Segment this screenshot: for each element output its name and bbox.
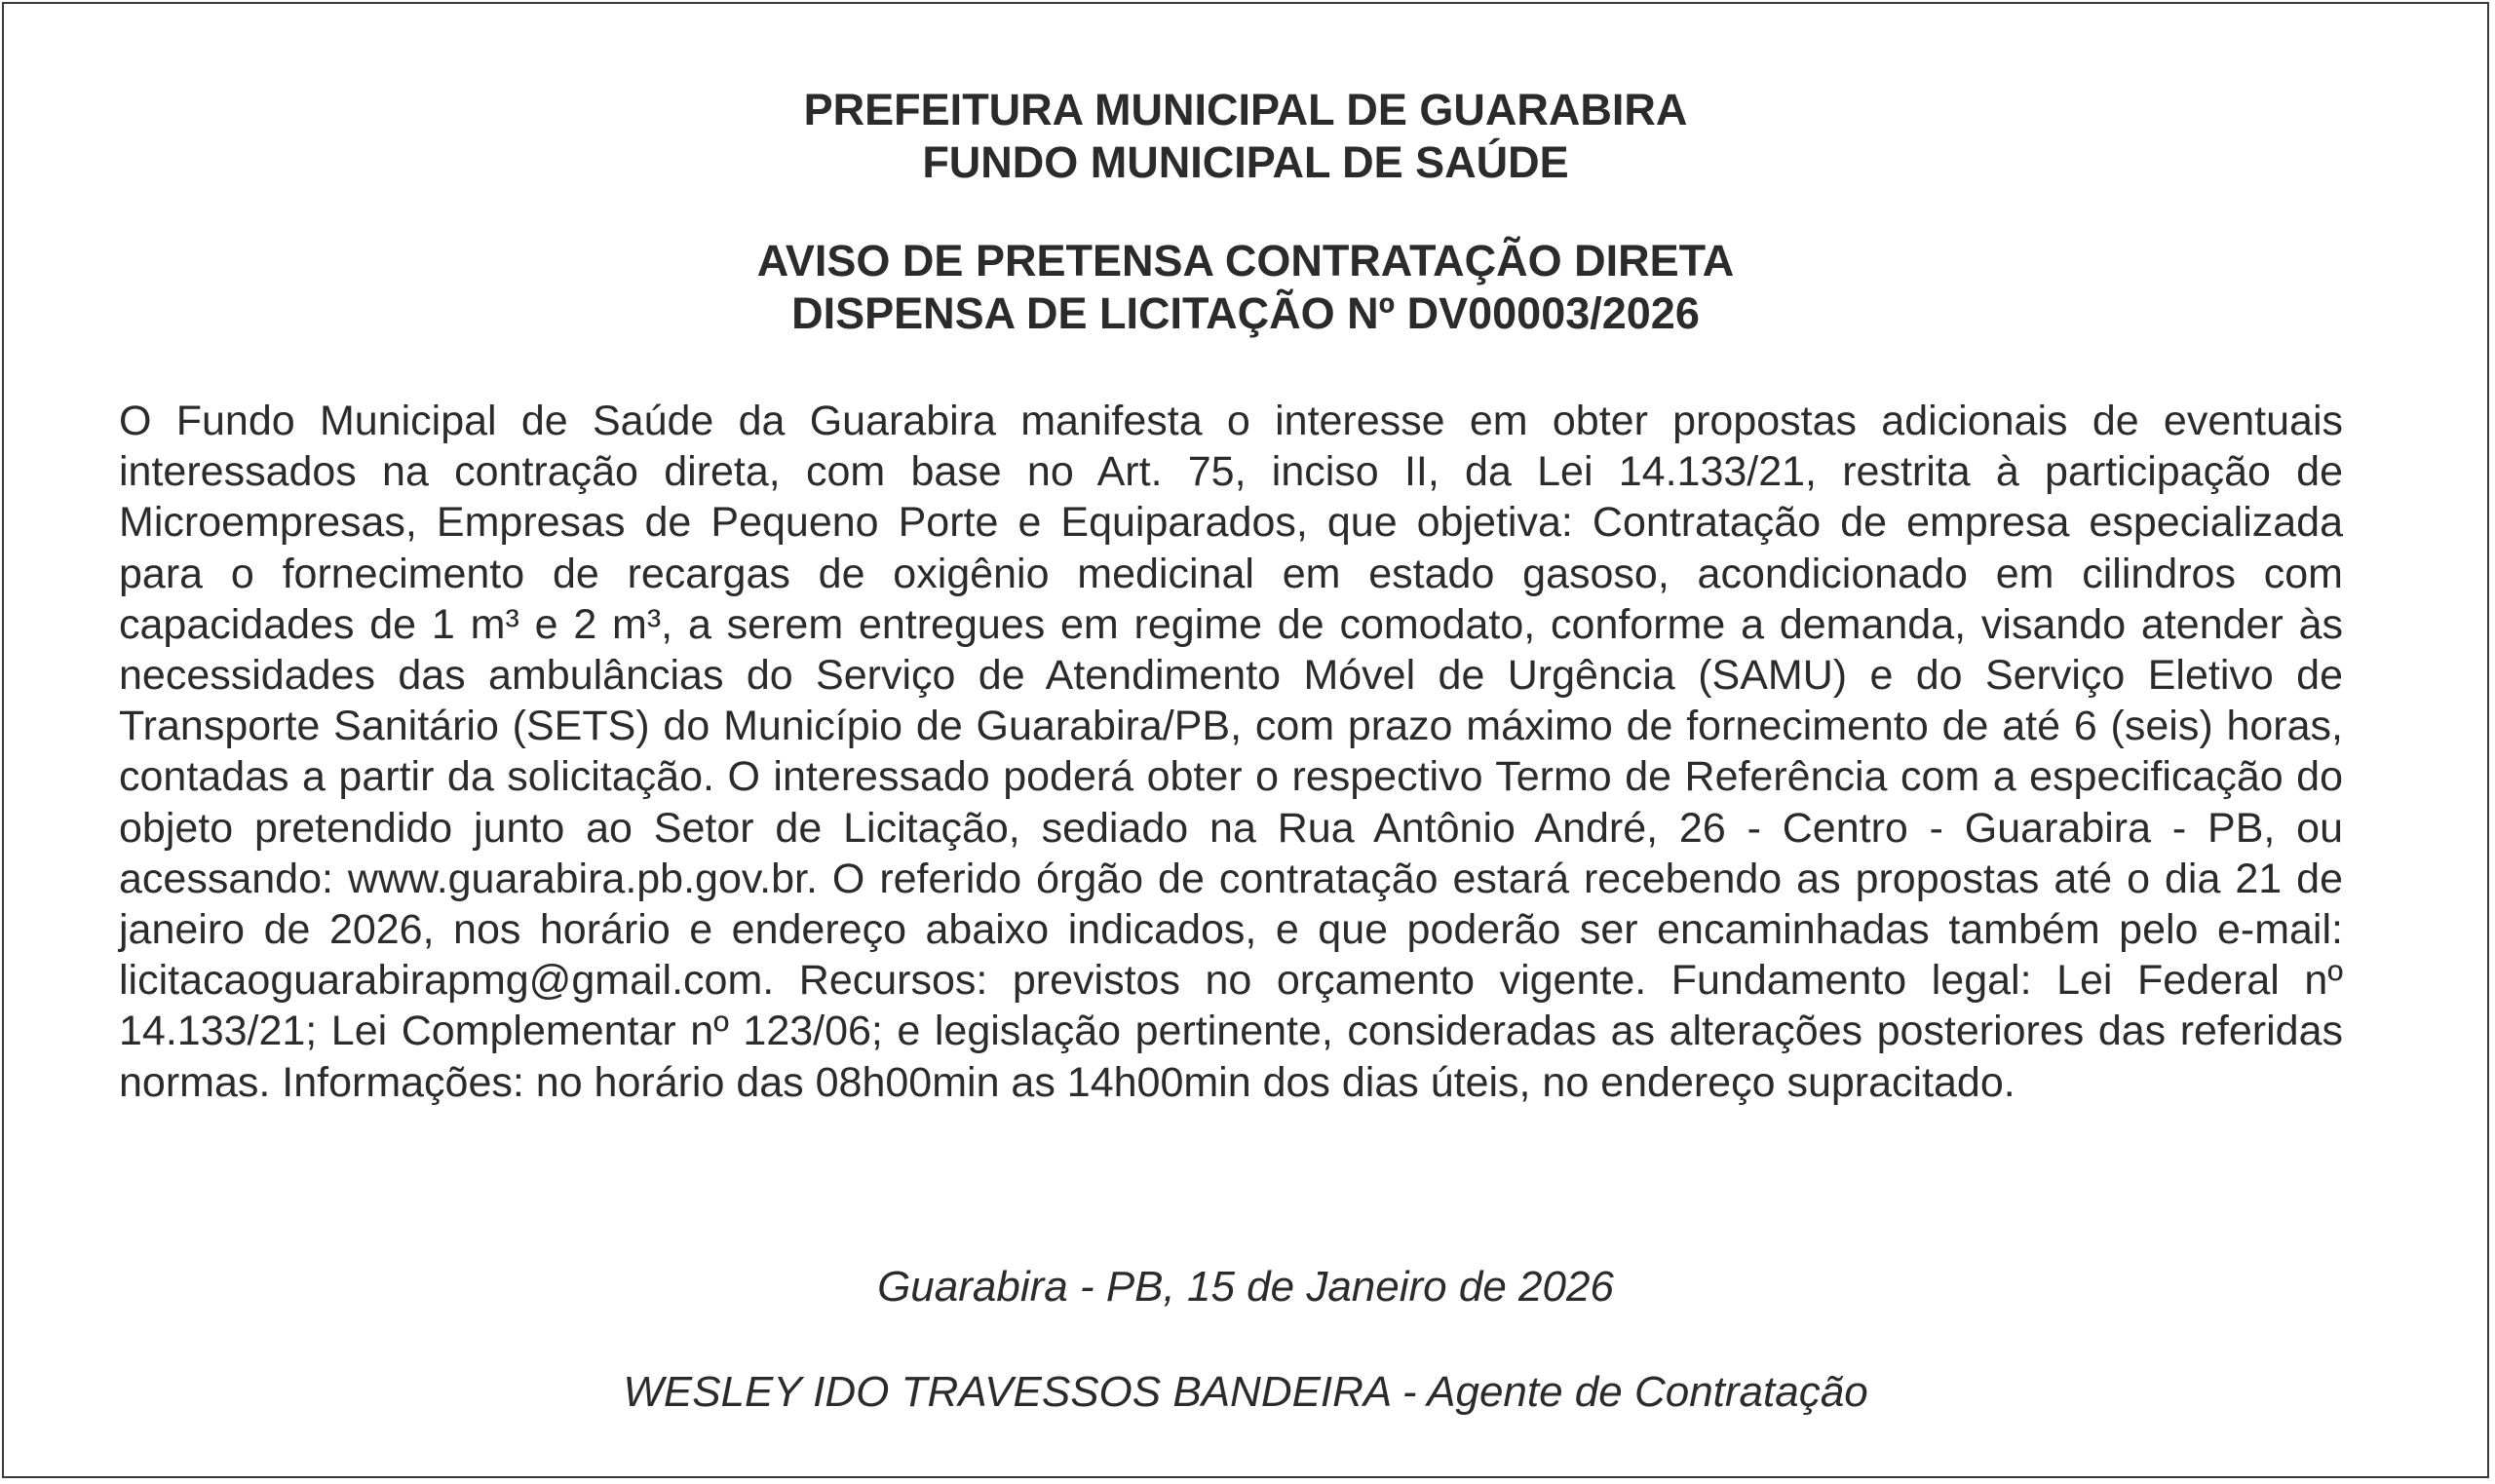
header-line-2: FUNDO MUNICIPAL DE SAÚDE <box>922 137 1569 187</box>
header <box>4 84 2487 189</box>
notice-body: O Fundo Municipal de Saúde da Guarabira manifesta o interesse em obter propostas adicionais de eventuais interessados na contração direta, com base no Art. 75, inciso II, da Lei 14.133/21, restrita à participação de Microempresas, Empresas de Pequeno Porte e Equiparados, que objetiva: Contratação de empresa especializada para o fornecimento de recargas de oxigênio medicinal em estado gasoso, acondicionado em cilindros com capacidades de 1 m³ e 2 m³, a serem entregues em regime de comodato, conforme a demanda, visando atender às necessidades das ambulâncias do Serviço de Atendimento Móvel de Urgência (SAMU) e do Serviço Eletivo de Transporte Sanitário (SETS) do Município de Guarabira/PB, com prazo máximo de fornecimento de até 6 (seis) horas, contadas a partir da solicitação. O interessado poderá obter o respectivo Termo de Referência com a especificação do objeto pretendido junto ao Setor de Licitação, sediado na Rua Antônio André, 26 - Centro - Guarabira - PB, ou acessando: www.guarabira.pb.gov.br. O referido órgão de contratação estará recebendo as propostas até o dia 21 de janeiro de 2026, nos horário e endereço abaixo indicados, e que poderão ser encaminhadas também pelo e-mail: licitacaoguarabirapmg@gmail.com. Recursos: previstos no orçamento vigente. Fundamento legal: Lei Federal nº 14.133/21; Lei Complementar nº 123/06; e legislação pertinente, consideradas as alterações posteriores das referidas normas. Informações: no horário das 08h00min as 14h00min dos dias úteis, no endereço supracitado. <box>119 398 2343 1106</box>
title-line-2: DISPENSA DE LICITAÇÃO Nº DV00003/2026 <box>791 288 1700 338</box>
date-line: Guarabira - PB, 15 de Janeiro de 2026 <box>877 1263 1614 1311</box>
title-line-1: AVISO DE PRETENSA CONTRATAÇÃO DIRETA <box>756 236 1735 285</box>
header-line-1: PREFEITURA MUNICIPAL DE GUARABIRA <box>803 85 1688 134</box>
notice-title <box>4 235 2487 340</box>
notice-frame <box>2 2 2489 1478</box>
signature-line: WESLEY IDO TRAVESSOS BANDEIRA - Agente de Contratação <box>623 1368 1868 1416</box>
